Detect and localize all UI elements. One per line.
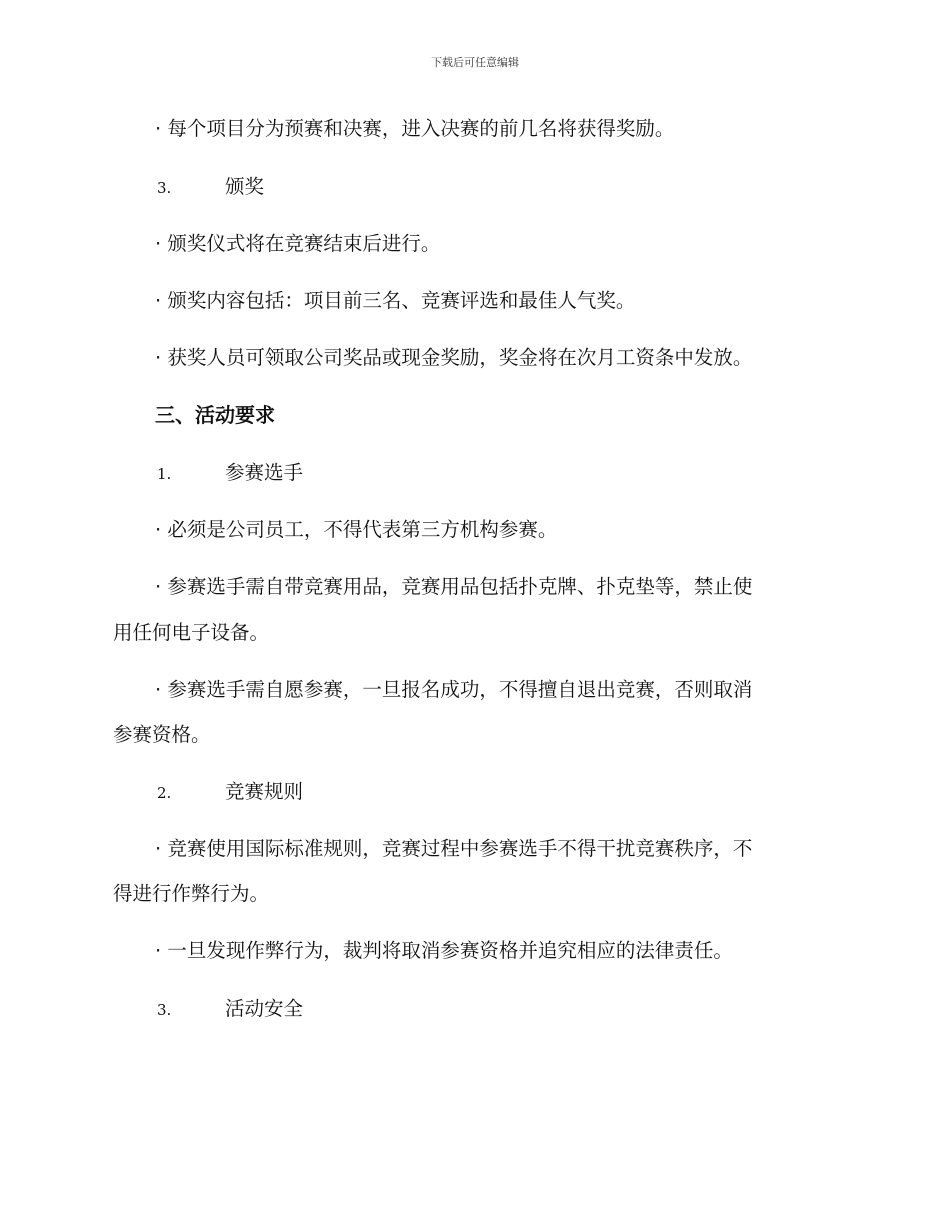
paragraph-line: · 参赛选手需自愿参赛，一旦报名成功，不得擅自退出竞赛，否则取消 xyxy=(155,678,753,701)
item-number: 2. xyxy=(157,784,172,802)
paragraph-continuation: 用任何电子设备。 xyxy=(113,621,270,644)
paragraph xyxy=(0,827,950,871)
paragraph xyxy=(0,668,950,712)
paragraph-continuation: 参赛资格。 xyxy=(113,723,211,746)
item-title: 参赛选手 xyxy=(225,461,304,484)
paragraph: · 颁奖仪式将在竞赛结束后进行。 xyxy=(155,232,441,255)
item-number: 1. xyxy=(157,465,172,483)
paragraph: · 必须是公司员工，不得代表第三方机构参赛。 xyxy=(155,518,558,541)
section-heading: 三、活动要求 xyxy=(155,403,275,427)
paragraph: · 颁奖内容包括：项目前三名、竞赛评选和最佳人气奖。 xyxy=(155,289,636,312)
paragraph: · 一旦发现作弊行为，裁判将取消参赛资格并追究相应的法律责任。 xyxy=(155,939,733,962)
paragraph-line: · 参赛选手需自带竞赛用品，竞赛用品包括扑克牌、扑克垫等，禁止使 xyxy=(155,575,753,598)
item-number: 3. xyxy=(157,179,172,197)
numbered-item xyxy=(0,451,950,496)
item-title: 竞赛规则 xyxy=(225,780,304,803)
paragraph-line: · 竞赛使用国际标准规则，竞赛过程中参赛选手不得干扰竞赛秩序，不 xyxy=(155,837,753,860)
item-number: 3. xyxy=(157,1001,172,1019)
numbered-item xyxy=(0,165,950,210)
item-title: 颁奖 xyxy=(225,175,265,198)
paragraph: · 获奖人员可领取公司奖品或现金奖励，奖金将在次月工资条中发放。 xyxy=(155,346,753,369)
page-header: 下载后可任意编辑 xyxy=(431,56,519,69)
numbered-item xyxy=(0,770,950,815)
paragraph: · 每个项目分为预赛和决赛，进入决赛的前几名将获得奖励。 xyxy=(155,117,675,140)
paragraph xyxy=(0,565,950,609)
numbered-item xyxy=(0,987,950,1032)
paragraph-continuation: 得进行作弊行为。 xyxy=(113,882,270,905)
item-title: 活动安全 xyxy=(225,997,304,1020)
